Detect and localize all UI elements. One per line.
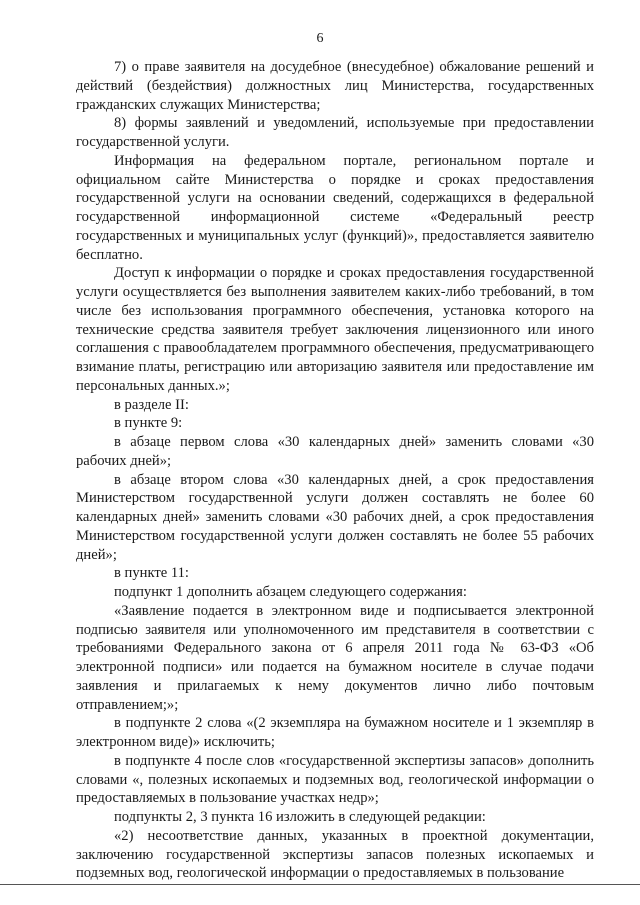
paragraph: 7) о праве заявителя на досудебное (внесудебное) обжалование решений и действий (бездействия) должностных лиц Министерства, государственных гражданских служащих Министерства; (76, 59, 594, 113)
paragraph: подпункт 1 дополнить абзацем следующего содержания: (114, 584, 467, 600)
paragraph: в пункте 9: (114, 415, 183, 432)
paragraph: в подпункте 4 после слов «государственной экспертизы запасов» дополнить словами «, полезных ископаемых и подземных вод, геологической информации о предоставляемых в пользование участках недр»; (76, 752, 594, 807)
page-bottom-edge (0, 884, 640, 885)
page-number: 6 (316, 31, 324, 46)
paragraph: в абзаце втором слова «30 календарных дней, а срок предоставления Министерством государственной услуги должен составлять не более 60 календарных дней» заменить словами «30 рабочих дней, а срок предоставления Министерством государственной услуги должен составлять не более 55 рабочих дней»; (76, 471, 594, 563)
paragraph: в подпункте 2 слова «(2 экземпляра на бумажном носителе и 1 экземпляр в электронном виде)» исключить; (76, 715, 594, 750)
paragraph: в пункте 11: (114, 565, 189, 582)
paragraph: «2) несоответствие данных, указанных в проектной документации, заключению государственной экспертизы запасов полезных ископаемых и подземных вод, геологической информации о предоставляемых в пользование (76, 827, 594, 882)
paragraph: в абзаце первом слова «30 календарных дней» заменить словами «30 рабочих дней»; (76, 434, 594, 469)
paragraph: Информация на федеральном портале, региональном портале и официальном сайте Министерства о порядке и сроках предоставления государственной услуги на основании сведений, содержащихся в федеральной государственной информационной системе «Федеральный реестр государственных и муниципальных услуг (функций)», предоставляется заявителю бесплатно. (76, 152, 594, 263)
paragraph: «Заявление подается в электронном виде и подписывается электронной подписью заявителя или уполномоченного им представителя в соответствии с требованиями Федерального закона от 6 апреля 2011 года № 63-ФЗ «Об электронной подписи» или подается на бумажном носителе в случае подачи заявления и прилагаемых к нему документов лично либо почтовым отправлением;»; (76, 602, 594, 713)
paragraph: подпункты 2, 3 пункта 16 изложить в следующей редакции: (114, 809, 486, 825)
paragraph: 8) формы заявлений и уведомлений, используемые при предоставлении государственной услуги. (76, 115, 594, 150)
document-body (76, 58, 594, 883)
paragraph: в разделе II: (114, 396, 189, 413)
paragraph: Доступ к информации о порядке и сроках предоставления государственной услуги осуществляется без выполнения заявителем каких-либо требований, в том числе без использования программного обеспечения, установка которого на технические средства заявителя требует заключения лицензионного или иного соглашения с правообладателем программного обеспечения, предусматривающего взимание платы, регистрацию или авторизацию заявителя или предоставление им персональных данных.»; (76, 265, 594, 394)
